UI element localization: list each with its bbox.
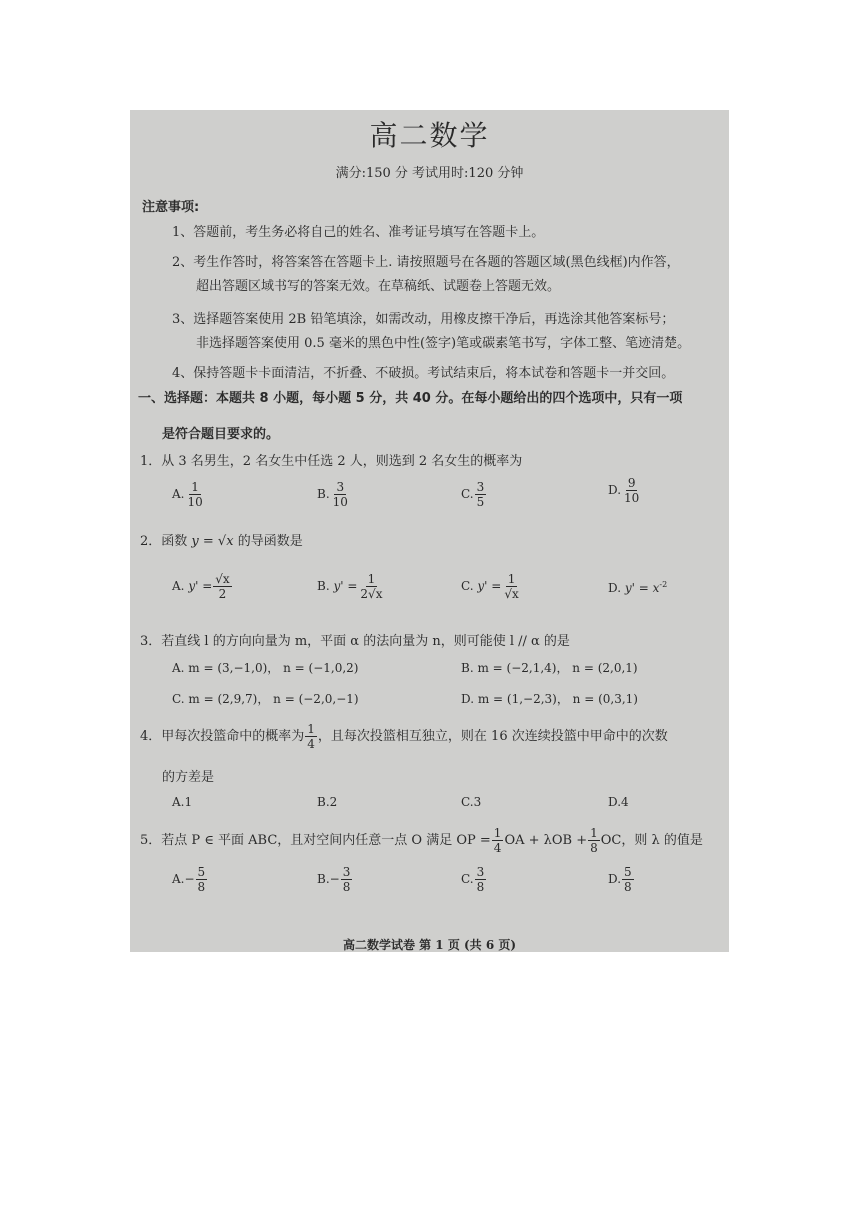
q1-option-a: A. $\frac{1}{10}$ (172, 480, 203, 509)
note-line: 4、保持答题卡卡面清洁，不折叠、不破损。考试结束后，将本试卷和答题卡一并交回。 (172, 366, 675, 381)
question-4-stem-cont: 的方差是 (162, 770, 215, 785)
q5-option-c: C. $\frac{3}{8}$ (461, 865, 485, 894)
q4-option-b: B.2 (317, 795, 338, 809)
q4-option-d: D.4 (608, 795, 629, 809)
q3-option-d: D. m = (1,−2,3)， n = (0,3,1) (461, 692, 638, 706)
note-line: 1、答题前，考生务必将自己的姓名、准考证号填写在答题卡上。 (172, 225, 545, 240)
q2-option-d: D. $y' = x^{-2}$ (608, 580, 668, 595)
note-line: 非选择题答案使用 0.5 毫米的黑色中性(签字)笔或碳素笔书写，字体工整、笔迹清楚。 (196, 336, 691, 351)
section-heading-cont: 是符合题目要求的。 (162, 427, 280, 442)
q4-option-a: A.1 (172, 795, 193, 809)
q3-option-b: B. m = (−2,1,4)， n = (2,0,1) (461, 661, 638, 675)
section-heading: 一、选择题：本题共 8 小题，每小题 5 分，共 40 分。在每小题给出的四个选项中，只有一项 (138, 391, 683, 406)
q1-option-c: C. $\frac{3}{5}$ (461, 480, 485, 509)
note-line: 2、考生作答时，将答案答在答题卡上. 请按照题号在各题的答题区域(黑色线框)内作答， (172, 255, 680, 270)
q4-option-c: C.3 (461, 795, 482, 809)
q2-option-b: B. y' = $\frac{1}{2√x}$ (317, 572, 383, 601)
note-line: 超出答题区域书写的答案无效。在草稿纸、试题卷上答题无效。 (196, 279, 561, 294)
q5-option-b: B.− $\frac{3}{8}$ (317, 865, 351, 894)
question-4-stem: 4．甲每次投篮命中的概率为 $\frac{1}{4}$ ，且每次投篮相互独立，则在 16 次连续投篮中甲命中的次数 (140, 722, 668, 751)
q5-option-d: D. $\frac{5}{8}$ (608, 865, 632, 894)
question-5-stem: 5．若点 P ∈ 平面 ABC，且对空间内任意一点 O 满足 OP = $\frac{1}{4}$ OA + λOB + $\frac{1}{8}$ OC，则 λ 的值是 (140, 826, 703, 855)
notes-heading: 注意事项: (142, 200, 200, 215)
note-line: 3、选择题答案使用 2B 铅笔填涂，如需改动，用橡皮擦干净后，再选涂其他答案标号； (172, 312, 675, 327)
q3-option-c: C. m = (2,9,7)， n = (−2,0,−1) (172, 692, 359, 706)
q2-option-c: C. y' = $\frac{1}{√x}$ (461, 572, 519, 601)
page-footer: 高二数学试卷 第 1 页 (共 6 页) (342, 938, 517, 952)
q3-option-a: A. m = (3,−1,0)， n = (−1,0,2) (172, 661, 359, 675)
q5-option-a: A.− $\frac{5}{8}$ (172, 865, 206, 894)
exam-subtitle: 满分:150 分 考试用时:120 分钟 (335, 166, 524, 181)
q1-option-b: B. $\frac{3}{10}$ (317, 480, 348, 509)
exam-page (130, 110, 729, 952)
question-2-stem: 2．函数 y = √x 的导函数是 (140, 534, 303, 549)
q1-option-d: D. $\frac{9}{10}$ (608, 476, 640, 505)
question-1-stem: 1．从 3 名男生，2 名女生中任选 2 人，则选到 2 名女生的概率为 (140, 454, 523, 469)
exam-title: 高二数学 (369, 119, 490, 152)
question-3-stem: 3．若直线 l 的方向向量为 m，平面 α 的法向量为 n，则可能使 l // α 的是 (140, 634, 570, 649)
q2-option-a: A. y' = $\frac{√x}{2}$ (172, 572, 230, 601)
